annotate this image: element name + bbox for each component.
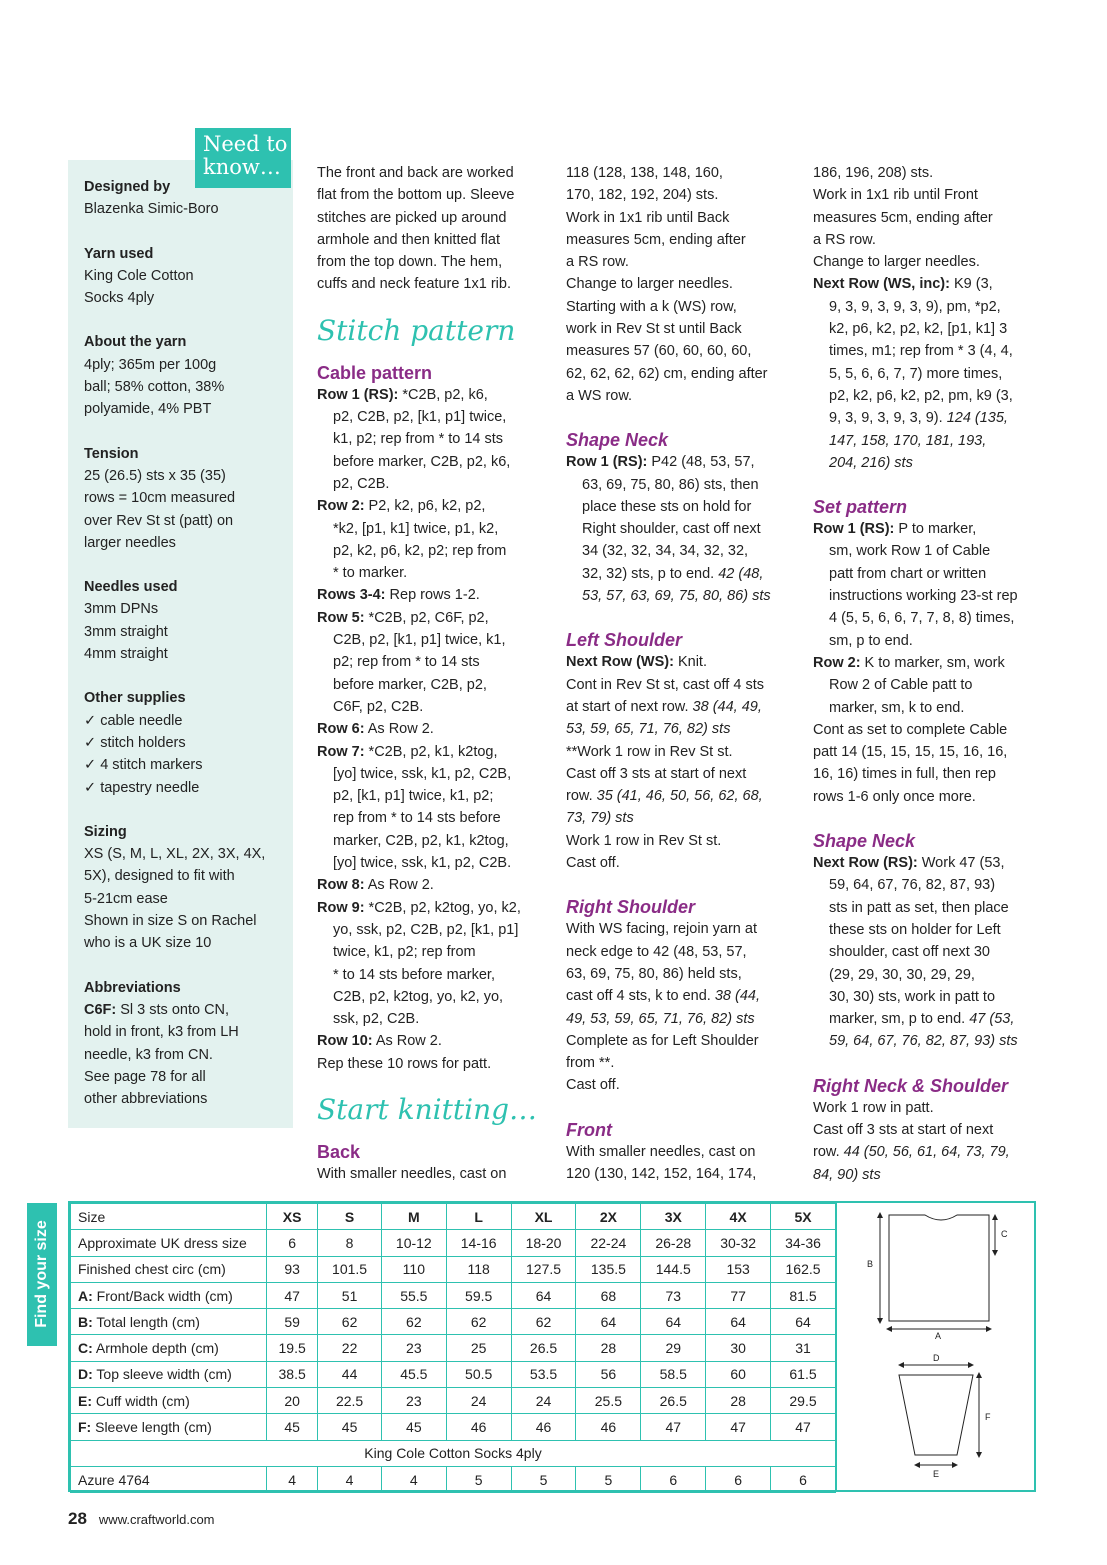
label-b: B [867, 1259, 874, 1269]
repeat-text: Rep these 10 rows for patt. [317, 1055, 492, 1072]
size-table-panel [68, 1201, 1036, 1492]
table-row: Size XS S M L XL 2X 3X 4X 5X [71, 1204, 836, 1230]
needles-text: 3mm DPNs 3mm straight 4mm straight [84, 601, 168, 663]
row-instruction: Row 5: *C2B, p2, C6F, p2, C2B, p2, [k1, p1] twice, k1, p2; rep from * to 14 sts before marker, C2B, p2, C6F, p2, C2B. [317, 609, 506, 715]
table-row: Finished chest circ (cm) 93 101.5 110 118 127.5 135.5 144.5 153 162.5 [71, 1256, 836, 1282]
label-f: F [985, 1412, 991, 1422]
sizing-heading: Sizing [84, 823, 127, 840]
about-yarn-text: 4ply; 365m per 100g ball; 58% cotton, 38% polyamide, 4% PBT [84, 356, 225, 418]
abbr-value: Sl 3 sts onto CN, hold in front, k3 from LH needle, k3 from CN. See page 78 for all other abbreviations [84, 1001, 239, 1108]
need-to-know-panel [68, 160, 293, 1128]
row-instruction: Row 9: *C2B, p2, k2tog, yo, k2, yo, ssk, p2, C2B, p2, [k1, p1] twice, k1, p2; rep from * to 14 sts before marker, C2B, p2, k2tog, yo, k2, yo, ssk, p2, C2B. [317, 899, 521, 1028]
left-shoulder-text: **Work 1 row in Rev St st. Cast off 3 sts at start of next row. 35 (41, 46, 50, 56, 62, 68, 73, 79) sts [566, 743, 763, 827]
table-row: A: Front/Back width (cm) 47 51 55.5 59.5 64 68 73 77 81.5 [71, 1282, 836, 1308]
garment-schematic [837, 1203, 1035, 1490]
sizing-text: XS (S, M, L, XL, 2X, 3X, 4X, 5X), designed to fit with 5-21cm ease Shown in size S on Rachel who is a UK size 10 [84, 846, 266, 952]
left-shoulder-heading: Left Shoulder [566, 630, 682, 651]
cable-pattern-heading: Cable pattern [317, 362, 433, 383]
need-to-know-badge: Need to know… [195, 128, 291, 188]
table-row: E: Cuff width (cm) 20 22.5 23 24 24 25.5 26.5 28 29.5 [71, 1388, 836, 1414]
supplies-list [84, 710, 279, 799]
row-instruction: Next Row (WS): Knit. [566, 654, 707, 671]
label-c: C [1001, 1229, 1008, 1239]
column-1 [317, 162, 549, 1185]
right-shoulder-text: Complete as for Left Shoulder from **. Cast off. [566, 1032, 759, 1094]
label-d: D [933, 1353, 940, 1363]
right-neck-shoulder-text: Work 1 row in patt. Cast off 3 sts at start of next row. 44 (50, 56, 61, 64, 73, 79, 84, 90) sts [813, 1099, 1010, 1183]
page-footer [68, 1509, 215, 1529]
column-3 [813, 162, 1045, 1186]
label-a: A [935, 1331, 942, 1341]
table-row [71, 1440, 836, 1466]
row-instruction: Row 10: As Row 2. [317, 1033, 442, 1050]
needles-heading: Needles used [84, 579, 178, 596]
right-shoulder-heading: Right Shoulder [566, 897, 695, 918]
back-heading: Back [317, 1141, 361, 1162]
table-row: D: Top sleeve width (cm) 38.5 44 45.5 50.5 53.5 56 58.5 60 61.5 [71, 1361, 836, 1387]
abbreviations-text [84, 999, 279, 1110]
left-shoulder-text: Work 1 row in Rev St st. Cast off. [566, 832, 722, 872]
list-item: ✓ tapestry needle [84, 777, 279, 799]
list-item: ✓ cable needle [84, 710, 279, 732]
continue-text: Cont as set to complete Cable patt 14 (15, 15, 15, 15, 16, 16, 16, 16) times in full, then rep rows 1-6 only once more. [813, 721, 1008, 805]
designer-name: Blazenka Simic-Boro [84, 201, 219, 218]
list-item: ✓ stitch holders [84, 732, 279, 754]
front-heading: Front [566, 1119, 612, 1140]
yarn-heading: Yarn used [84, 245, 154, 262]
row-instruction: Row 7: *C2B, p2, k1, k2tog, [yo] twice, ssk, k1, p2, C2B, p2, [k1, p1] twice, k1, p2; rep from * to 14 sts before marker, C2B, p2, k1, k2tog, [yo] twice, ssk, k1, p2, C2B. [317, 743, 512, 872]
abbr-key: C6F: [84, 1001, 117, 1018]
row-instruction: Row 8: As Row 2. [317, 877, 434, 894]
intro-text: The front and back are worked flat from the bottom up. Sleeve stitches are picked up around armhole and then knitted flat from the top down. The hem, cuffs and neck feature 1x1 rib. [317, 165, 515, 293]
row-instruction: Row 1 (RS): P42 (48, 53, 57, 63, 69, 75, 80, 86) sts, then place these sts on hold for Right shoulder, cast off next 34 (32, 32, 34, 34, 32, 32, 32, 32) sts, p to end. 42 (48, 53, 57, 63, 69, 75, 80, 86) sts [566, 454, 771, 605]
yarn-row: King Cole Cotton Socks 4ply [71, 1440, 836, 1466]
list-item: ✓ 4 stitch markers [84, 754, 279, 776]
column-2 [566, 162, 798, 1185]
shape-neck-heading: Shape Neck [813, 831, 916, 852]
about-yarn-heading: About the yarn [84, 334, 187, 351]
find-your-size-label: Find your size [33, 1220, 50, 1328]
row-instruction: Row 2: K to marker, sm, work Row 2 of Cable patt to marker, sm, k to end. [813, 654, 1005, 716]
designed-by-heading: Designed by [84, 179, 171, 195]
back-continued-text: 118 (128, 138, 148, 160, 170, 182, 192, 204) sts. Work in 1x1 rib until Back measures 5cm, ending after a RS row. Change to larger needles. Starting with a k (WS) row, work in Rev St st until Back measures 57 (60, 60, 60, 60, 62, 62, 62, 62) cm, ending after a WS row. [566, 165, 768, 404]
table-row: Azure 4764 4 4 4 5 5 5 6 6 6 [71, 1466, 836, 1492]
yarn-name: King Cole Cotton Socks 4ply [84, 267, 194, 307]
set-pattern-heading: Set pattern [813, 497, 908, 518]
label-e: E [933, 1469, 940, 1479]
row-instruction: Rows 3-4: Rep rows 1-2. [317, 587, 480, 604]
left-shoulder-text: Cont in Rev St st, cast off 4 sts at start of next row. 38 (44, 49, 53, 59, 65, 71, 76, 82) sts [566, 676, 764, 738]
tension-heading: Tension [84, 445, 139, 462]
row-instruction: Row 6: As Row 2. [317, 721, 434, 738]
supplies-heading: Other supplies [84, 690, 186, 707]
right-shoulder-text: With WS facing, rejoin yarn at neck edge to 42 (48, 53, 57, 63, 69, 75, 80, 86) held sts, cast off 4 sts, k to end. 38 (44, 49, 53, 59, 65, 71, 76, 82) sts [566, 921, 760, 1027]
table-row: B: Total length (cm) 59 62 62 62 62 64 64 64 64 [71, 1309, 836, 1335]
table-row: F: Sleeve length (cm) 45 45 45 46 46 46 47 47 47 [71, 1414, 836, 1440]
table-row: Approximate UK dress size 6 8 10-12 14-16 18-20 22-24 26-28 30-32 34-36 [71, 1230, 836, 1256]
schematic-diagram [836, 1203, 1034, 1490]
find-your-size-tab [27, 1203, 57, 1346]
start-knitting-heading: Start knitting… [317, 1092, 538, 1126]
row-instruction: Row 2: P2, k2, p6, k2, p2, *k2, [p1, k1] twice, p1, k2, p2, k2, p6, k2, p2; rep from * to marker. [317, 498, 507, 582]
footer-url: www.craftworld.com [98, 1512, 215, 1527]
back-text: With smaller needles, cast on [317, 1165, 507, 1182]
front-text: With smaller needles, cast on 120 (130, 142, 152, 164, 174, [566, 1143, 757, 1182]
size-table [70, 1203, 836, 1493]
tension-text: 25 (26.5) sts x 35 (35) rows = 10cm measured over Rev St st (patt) on larger needles [84, 467, 236, 551]
stitch-pattern-heading: Stitch pattern [317, 313, 516, 347]
front-continued-text: 186, 196, 208) sts. Work in 1x1 rib until Front measures 5cm, ending after a RS row. Change to larger needles. [813, 165, 993, 271]
row-instruction: Next Row (WS, inc): K9 (3, 9, 3, 9, 3, 9, 3, 9), pm, *p2, k2, p6, k2, p2, k2, [p1, k1] 3 times, m1; rep from * 3 (4, 4, 5, 5, 6, 6, 7, 7) more times, p2, k2, p6, k2, p2, pm, k9 (3, 9, 3, 9, 3, 9, 3, 9). 124 (135, 147, 158, 170, 181, 193, 204, 216) sts [813, 276, 1013, 471]
shape-neck-heading: Shape Neck [566, 430, 669, 451]
right-neck-shoulder-heading: Right Neck & Shoulder [813, 1075, 1009, 1096]
row-instruction: Row 1 (RS): P to marker, sm, work Row 1 of Cable patt from chart or written instructions working 23-st rep 4 (5, 5, 6, 6, 7, 7, 8, 8) times, sm, p to end. [813, 521, 1018, 649]
row-instruction: Row 1 (RS): *C2B, p2, k6, p2, C2B, p2, [k1, p1] twice, k1, p2; rep from * to 14 sts before marker, C2B, p2, k6, p2, C2B. [317, 386, 511, 492]
table-row: C: Armhole depth (cm) 19.5 22 23 25 26.5 28 29 30 31 [71, 1335, 836, 1361]
page-number: 28 [68, 1509, 87, 1528]
abbreviations-heading: Abbreviations [84, 979, 181, 996]
row-instruction: Next Row (RS): Work 47 (53, 59, 64, 67, 76, 82, 87, 93) sts in patt as set, then place these sts on holder for Left shoulder, cast off next 30 (29, 29, 30, 30, 29, 29, 30, 30) sts, work in patt to marker, sm, p to end. 47 (53, 59, 64, 67, 76, 82, 87, 93) sts [813, 855, 1018, 1050]
